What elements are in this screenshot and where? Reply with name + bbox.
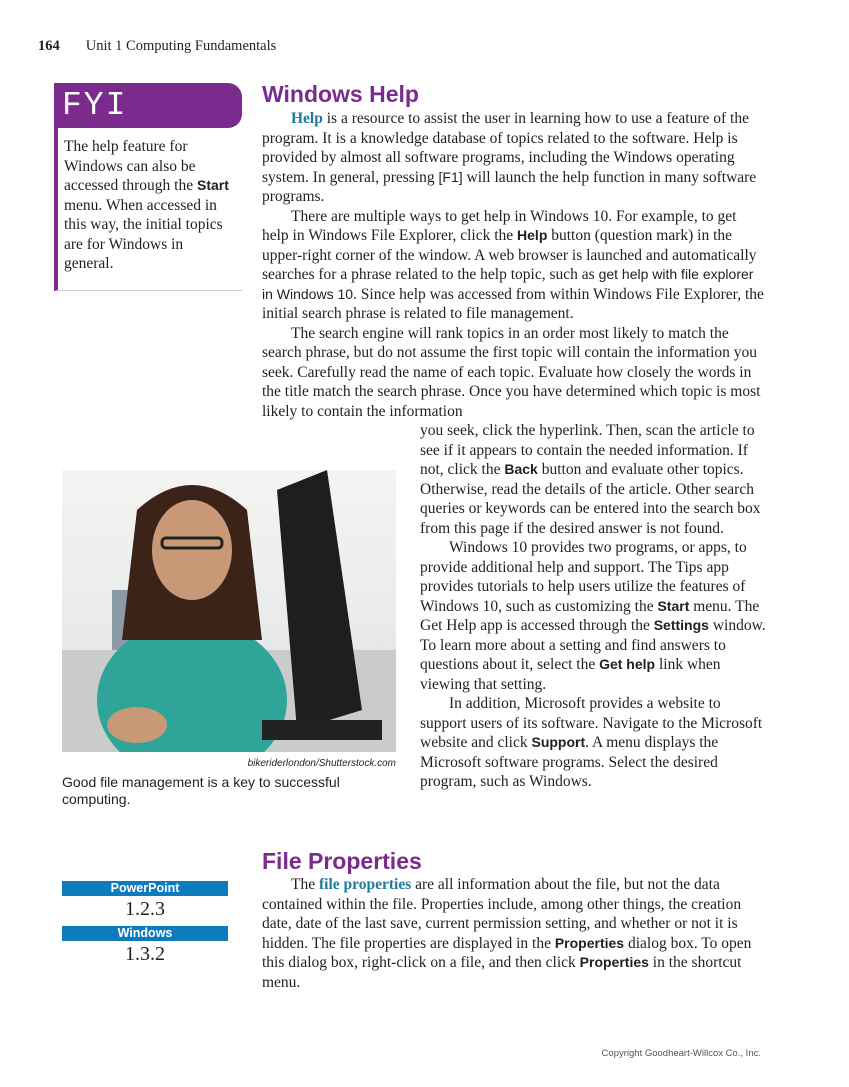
section-heading: Windows Help bbox=[262, 81, 419, 107]
text-run: The help feature for Windows can also be accessed through the bbox=[64, 138, 197, 194]
text-run: is a resource to assist the user in learning how to use a feature of the program. It is a knowledge database of topics related to the software. Help is provided by almost all software programs, including the Windows operating system. In general, pressing bbox=[262, 110, 749, 186]
key-term: file properties bbox=[318, 876, 412, 893]
text-run: window. To learn more about a setting and find answers to questions about it, select the bbox=[420, 617, 766, 673]
text-run: button (question mark) in the upper-right corner of the window. A web browser is launched and automatically searches for a phrase related to the help topic, such as bbox=[262, 227, 757, 283]
text-run: button and evaluate other topics. Otherwise, read the details of the article. Other search queries or keywords can be entered into the search box from this page if the desired answer is not found. bbox=[420, 461, 761, 537]
section-heading: File Properties bbox=[262, 848, 422, 874]
text-run: you seek, click the hyperlink. Then, scan the article to see if it appears to contain the needed information. If not, click the bbox=[420, 422, 755, 478]
text-run: There are multiple ways to get help in Windows 10. For example, to get help in Windows File Explorer, click the bbox=[262, 207, 737, 244]
ui-element-name: Start bbox=[657, 597, 690, 614]
text-run: will launch the help function in many software programs. bbox=[262, 168, 757, 205]
text-run: In addition, Microsoft provides a website to support users of its software. Navigate to the Microsoft website and click bbox=[420, 695, 763, 751]
objective-badge-powerpoint: PowerPoint bbox=[62, 881, 228, 896]
text-run: dialog box. To open this dialog box, right-click on a file, and then click bbox=[262, 934, 752, 971]
ui-element-name: Start bbox=[197, 177, 229, 193]
text-run: The bbox=[291, 876, 319, 893]
text-run: menu. When accessed in this way, the initial topics are for Windows in general. bbox=[64, 196, 223, 272]
ui-element-name: Properties bbox=[554, 934, 625, 951]
student-computer-photo bbox=[62, 470, 396, 752]
fyi-sidebar bbox=[54, 83, 242, 291]
paragraph bbox=[262, 207, 767, 324]
paragraph bbox=[262, 109, 767, 207]
paragraph bbox=[262, 875, 767, 992]
objective-code: 1.2.3 bbox=[125, 898, 165, 920]
key-term: Help bbox=[291, 110, 323, 127]
keyboard-or-search-text: [F1] bbox=[438, 168, 463, 185]
text-run: Windows 10 provides two programs, or apps, to provide additional help and support. The Tips app provides tutorials to help users utilize the features of Windows 10, such as customizing the bbox=[420, 539, 747, 615]
objective-badge-windows: Windows bbox=[62, 926, 228, 941]
page-number: 164 bbox=[38, 38, 60, 54]
objective-code: 1.3.2 bbox=[125, 943, 165, 965]
text-run: The search engine will rank topics in an order most likely to match the search phrase, but do not assume the first topic will contain the information you seek. Carefully read the name of each topic. Evaluate how closely the words in the title match the search phrase. Once you have determined which topic is most likely to contain the information bbox=[262, 324, 761, 420]
photo-credit: bikeriderlondon/Shutterstock.com bbox=[247, 758, 396, 769]
keyboard-or-search-text: get help with file explorer in Windows 10 bbox=[262, 266, 754, 302]
ui-element-name: Get help bbox=[599, 656, 656, 672]
figure-caption: Good file management is a key to successful computing. bbox=[62, 774, 340, 807]
running-title: Unit 1 Computing Fundamentals bbox=[85, 38, 277, 54]
text-run: . A menu displays the Microsoft software programs. Select the desired program, such as Windows. bbox=[420, 734, 719, 790]
ui-element-name: Help bbox=[517, 227, 548, 243]
text-run: . Since help was accessed from within Windows File Explorer, the initial search phrase is related to file management. bbox=[262, 285, 764, 322]
text-run: menu. The Get Help app is accessed through the bbox=[420, 597, 760, 634]
fyi-title: FYI bbox=[54, 83, 242, 128]
copyright: Copyright Goodheart-Willcox Co., Inc. bbox=[601, 1048, 761, 1059]
section-file-properties bbox=[262, 847, 767, 992]
fyi-body bbox=[54, 128, 242, 291]
running-header bbox=[38, 38, 276, 55]
text-run: in the shortcut menu. bbox=[262, 954, 742, 991]
ui-element-name: Back bbox=[504, 461, 538, 477]
ui-element-name: Support bbox=[531, 734, 586, 750]
paragraph bbox=[262, 324, 767, 422]
ui-element-name: Properties bbox=[579, 954, 649, 970]
text-run: link when viewing that setting. bbox=[420, 656, 721, 693]
ui-element-name: Settings bbox=[653, 617, 709, 633]
text-run: are all information about the file, but not the data contained within the file. Properties include, among other things, the creation date, date of the last save, current permission setting, and whether or not it is hidden. The file properties are displayed in the bbox=[262, 876, 742, 952]
